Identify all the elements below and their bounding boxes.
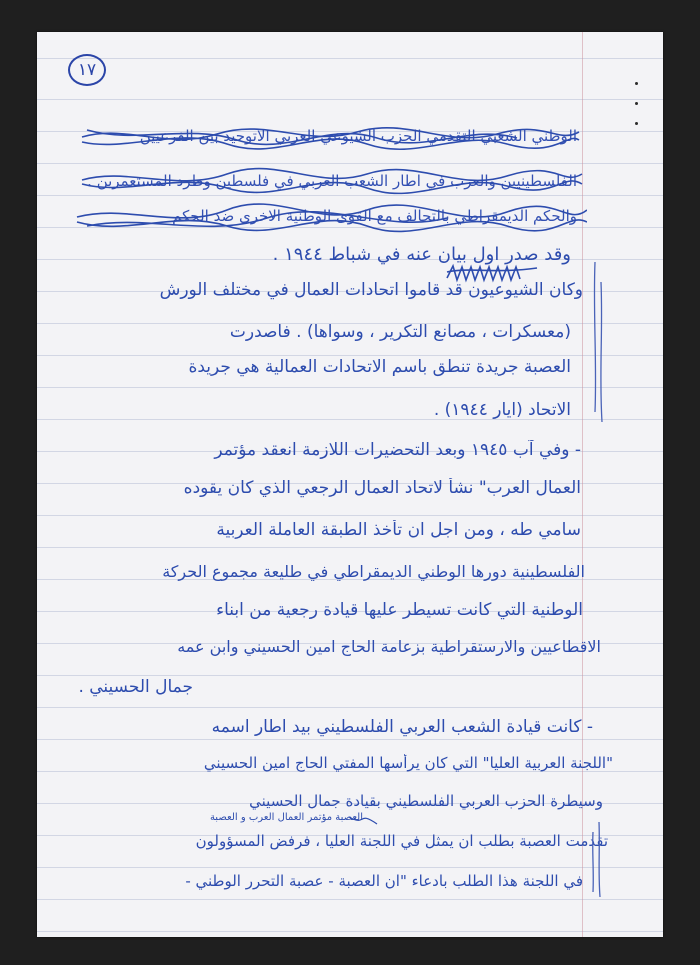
text-line: وقد صدر اول بيان عنه في شباط ١٩٤٤ . (272, 244, 571, 265)
text-line: سامي طه ، ومن اجل ان تأخذ الطبقة العاملة العربية (216, 520, 581, 540)
text-line: "اللجنة العربية العليا" التي كان يرأسها المفتي الحاج امين الحسيني (203, 754, 613, 772)
text-line: العمال العرب" نشأ لاتحاد العمال الرجعي الذي كان يقوده (183, 478, 581, 498)
interlinear-note: العصبة مؤتمر العمال العرب و العصبة (209, 812, 363, 823)
text-line: في اللجنة هذا الطلب بادعاء "ان العصبة - عصبة التحرر الوطني - (185, 872, 583, 890)
text-line: - كانت قيادة الشعب العربي الفلسطيني بيد اطار اسمه (211, 717, 593, 737)
struck-text: الفلسطينيين والعرب في اطار الشعب العربي في فلسطين وطرد المستعمرين . (87, 172, 577, 190)
caret-mark (349, 817, 377, 824)
struck-text: الوطني الشعبي التقدمي الحزب الشيوعي العربي الاتوحيد بين الفرعيين (139, 127, 577, 145)
text-line: الوطنية التي كانت تسيطر عليها قيادة رجعية من ابناء (216, 600, 583, 620)
text-line: جمال الحسيني . (78, 677, 193, 697)
text-line: تقدمت العصبة بطلب ان يمثل في اللجنة العليا ، فرفض المسؤولون (195, 832, 608, 850)
page-number: ١٧ (68, 54, 106, 86)
text-line: الاقطاعيين والارستقراطية بزعامة الحاج امين الحسيني وابن عمه (177, 637, 601, 656)
text-line: الاتحاد (ايار ١٩٤٤) . (433, 400, 571, 420)
struck-text: والحكم الديمقراطي بالتحالف مع القوى الوطنية الاخرى ضد الحكم (172, 207, 577, 225)
text-line: العصبة جريدة تنطق باسم الاتحادات العمالية هي جريدة (188, 357, 571, 377)
text-line: - وفي آب ١٩٤٥ وبعد التحضيرات اللازمة انعقد مؤتمر (214, 440, 581, 460)
text-line: الفلسطينية دورها الوطني الديمقراطي في طليعة مجموع الحركة (162, 562, 585, 581)
margin-marks (37, 32, 663, 937)
text-line: وسيطرة الحزب العربي الفلسطيني بقيادة جمال الحسيني (249, 792, 603, 810)
handwritten-page (37, 32, 663, 937)
text-line: (معسكرات ، مصانع التكرير ، وسواها) . فاصدرت (229, 322, 571, 342)
text-line: وكان الشيوعيون قد قاموا اتحادات العمال في مختلف الورش (159, 280, 583, 300)
